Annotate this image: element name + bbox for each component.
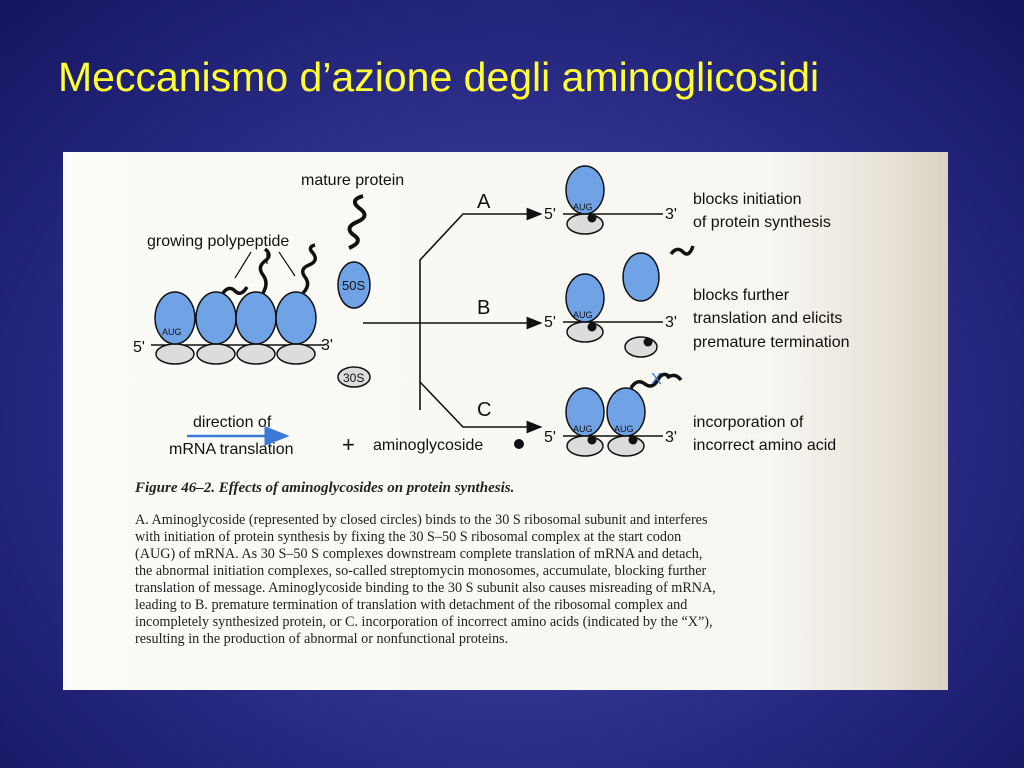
three-prime-label: 3' xyxy=(321,337,333,354)
caption-line: the abnormal initiation complexes, so-called streptomycin monosomes, accumulate, blocking further xyxy=(135,563,707,579)
aug-codon-label: AUG xyxy=(573,424,593,434)
five-prime-label: 5' xyxy=(544,206,556,223)
direction-label-line1: direction of xyxy=(193,414,272,431)
polysome xyxy=(133,245,333,364)
plus-sign: + xyxy=(342,432,355,457)
mature-protein-label: mature protein xyxy=(301,172,405,189)
direction-label-line2: mRNA translation xyxy=(169,441,294,458)
pathway-b-effect-line1: blocks further xyxy=(693,287,790,304)
pathway-b-effect-line3: premature termination xyxy=(693,334,850,351)
aug-codon-label: AUG xyxy=(162,327,182,337)
aug-codon-label: AUG xyxy=(573,202,593,212)
figure-caption-title: Figure 46–2. Effects of aminoglycosides on protein synthesis. xyxy=(135,480,515,496)
five-prime-label: 5' xyxy=(544,429,556,446)
aug-codon-label: AUG xyxy=(573,310,593,320)
released-50s xyxy=(623,253,659,301)
pathway-c-effect-line1: incorporation of xyxy=(693,414,804,431)
complex-c xyxy=(544,371,681,456)
growing-polypeptide-label: growing polypeptide xyxy=(147,233,290,250)
five-prime-label: 5' xyxy=(544,314,556,331)
pathway-a-effect-line2: of protein synthesis xyxy=(693,214,831,231)
caption-line: with initiation of protein synthesis by fixing the 30 S–50 S ribosomal complex at the start codon xyxy=(135,529,682,545)
three-prime-label: 3' xyxy=(665,429,677,446)
caption-line: (AUG) of mRNA. As 30 S–50 S complexes downstream complete translation of mRNA and detach, xyxy=(135,546,703,562)
aug-codon-label: AUG xyxy=(614,424,634,434)
caption-line: resulting in the production of abnormal or nonfunctional proteins. xyxy=(135,631,509,647)
three-prime-label: 3' xyxy=(665,206,677,223)
pathway-c-letter: C xyxy=(477,399,492,421)
aminoglycoside-label: aminoglycoside xyxy=(373,437,484,454)
subunit-30s-label: 30S xyxy=(343,371,365,385)
truncated-peptide xyxy=(671,246,693,254)
subunit-50s-label: 50S xyxy=(342,278,366,293)
aminoglycoside-dot xyxy=(514,439,524,449)
pathway-a-letter: A xyxy=(477,191,491,213)
figure-image xyxy=(63,152,948,690)
ribosome-diagram xyxy=(63,152,948,472)
pathway-b-effect-line2: translation and elicits xyxy=(693,310,843,327)
pathway-c-effect-line2: incorrect amino acid xyxy=(693,437,837,454)
caption-line: incompletely synthesized protein, or C. incorporation of incorrect amino acids (indicated by the “X”), xyxy=(135,614,713,630)
five-prime-label: 5' xyxy=(133,339,145,356)
released-30s xyxy=(625,337,657,357)
misincorporation-mark: X xyxy=(651,371,662,388)
figure-caption-body xyxy=(135,512,847,648)
caption-line: translation of message. Aminoglycoside binding to the 30 S subunit also causes misreading of mRNA, xyxy=(135,580,716,596)
mature-protein-squiggle xyxy=(349,196,365,248)
slide-title: Meccanismo d’azione degli aminoglicosidi xyxy=(58,54,820,100)
pathway-b-letter: B xyxy=(477,297,491,319)
three-prime-label: 3' xyxy=(665,314,677,331)
pathway-a-effect-line1: blocks initiation xyxy=(693,191,802,208)
caption-line: leading to B. premature termination of translation with detachment of the ribosomal complex and xyxy=(135,597,688,613)
complex-a xyxy=(544,166,677,234)
caption-line: A. Aminoglycoside (represented by closed circles) binds to the 30 S ribosomal subunit and interferes xyxy=(135,512,708,528)
